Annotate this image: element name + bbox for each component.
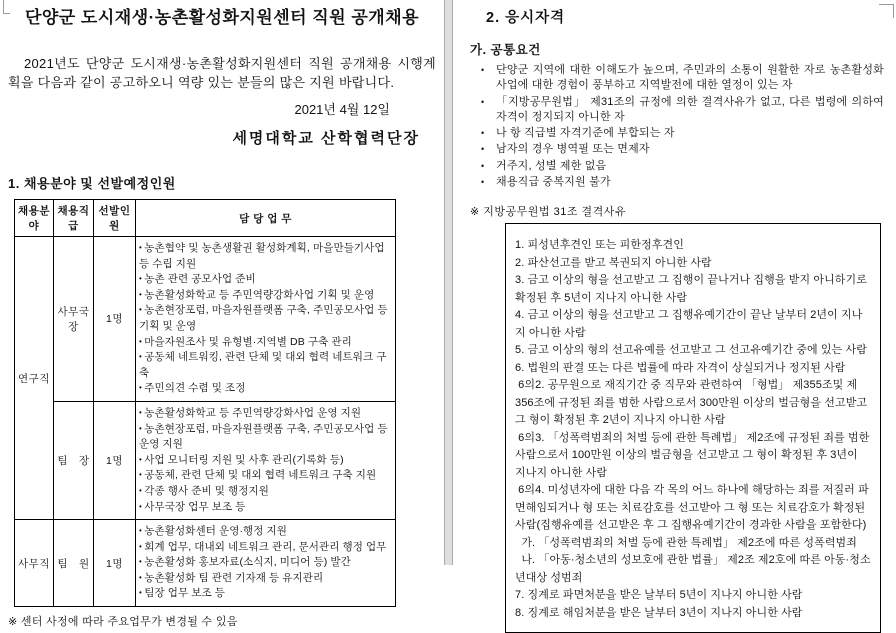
requirement-item: • 남자의 경우 병역필 또는 면제자 xyxy=(470,142,884,157)
requirement-item: • 거주지, 성별 제한 없음 xyxy=(470,159,884,174)
duty-item: • 농촌협약 및 농촌생활권 활성화계획, 마을만들기사업 등 수립 지원 xyxy=(139,241,392,272)
duty-item: • 농촌활성화학교 등 주민역량강화사업 운영 지원 xyxy=(139,406,392,422)
disqualification-item: 6의2. 공무원으로 재직기간 중 직무와 관련하여 「형법」 제355조및 제356조에 규정된 죄를 범한 사람으로서 300만원 이상의 벌금형을 선고받고 그 형이 확정된 후 2년이 지나지 아니한 사람 xyxy=(515,379,871,427)
field-cell: 연구직 xyxy=(15,237,54,520)
column-header-duties: 담 당 업 무 xyxy=(136,200,396,237)
date-line: 2021년 4월 12일 xyxy=(294,102,390,117)
disqualification-item: 가. 「성폭력범죄의 처벌 등에 관한 특례법」 제2조에 따른 성폭력범죄 xyxy=(515,536,858,549)
duties-cell xyxy=(136,520,396,607)
table-header-row xyxy=(15,200,396,237)
table-row xyxy=(15,237,396,402)
section-1-heading: 1. 채용분야 및 선발예정인원 xyxy=(8,176,176,191)
disqualification-box xyxy=(505,223,881,633)
column-header-grade: 채용직급 xyxy=(54,200,94,237)
disqualification-heading: ※ 지방공무원법 31조 결격사유 xyxy=(470,206,627,219)
page-corner-mark-top-left xyxy=(3,0,10,14)
count-cell: 1명 xyxy=(94,401,136,519)
column-header-field: 채용분야 xyxy=(15,200,54,237)
table-row xyxy=(15,401,396,519)
duty-item: • 팀장 업무 보조 등 xyxy=(139,586,392,602)
common-requirements-heading: 가. 공통요건 xyxy=(470,43,541,57)
duty-item: • 농촌활성화 홍보자료(소식지, 미디어 등) 발간 xyxy=(139,555,392,571)
disqualification-item: 6. 법원의 판결 또는 다른 법률에 따라 자격이 상실되거나 정지된 사람 xyxy=(515,361,846,374)
disqualification-item: 8. 징계로 해임처분을 받은 날부터 3년이 지나지 아니한 사람 xyxy=(515,606,803,619)
duty-item: • 공동체, 관련 단체 및 대외 협력 네트워크 구축 지원 xyxy=(139,468,392,484)
count-cell: 1명 xyxy=(94,520,136,607)
disqualification-item: 나. 「아동·청소년의 성보호에 관한 법률」 제2조 제2호에 따른 아동·청소년대상 성범죄 xyxy=(515,554,871,584)
document-title: 단양군 도시재생·농촌활성화지원센터 직원 공개채용 xyxy=(24,8,420,27)
common-requirements-list xyxy=(470,63,884,190)
duty-item: • 사업 모니터링 지원 및 사후 관리(기록화 등) xyxy=(139,453,392,469)
duty-item: • 농촌 관련 공모사업 준비 xyxy=(139,272,392,288)
issuer-line: 세명대학교 산학협력단장 xyxy=(232,130,420,147)
disqualification-item: 7. 징계로 파면처분을 받은 날부터 5년이 지나지 아니한 사람 xyxy=(515,589,803,602)
requirement-item: • 나 항 직급별 자격기준에 부합되는 자 xyxy=(470,126,884,141)
document-page-2 xyxy=(453,0,896,619)
requirement-item: • 단양군 지역에 대한 이해도가 높으며, 주민과의 소통이 원활한 자로 농촌활성화사업에 대한 경험이 풍부하고 지역발전에 대한 열정이 있는 자 xyxy=(470,63,884,94)
disqualification-item: 5. 금고 이상의 형의 선고유예를 선고받고 그 선고유예기간 중에 있는 사람 xyxy=(515,344,867,357)
disqualification-item: 3. 금고 이상의 형을 선고받고 그 집행이 끝나거나 집행을 받지 아니하기로 확정된 후 5년이 지나지 아니한 사람 xyxy=(515,274,871,304)
requirement-item: • 채용직급 중복지원 불가 xyxy=(470,175,884,190)
duty-item: • 각종 행사 준비 및 행정지원 xyxy=(139,484,392,500)
duty-item: • 농촌현장포럼, 마을자원플랫폼 구축, 주민공모사업 등 기획 및 운영 xyxy=(139,303,392,334)
duty-item: • 농촌현장포럼, 마을자원플랫폼 구축, 주민공모사업 등 운영 지원 xyxy=(139,422,392,453)
disqualification-item: 4. 금고 이상의 형을 선고받고 그 집행유예기간이 끝난 날부터 2년이 지나지 아니한 사람 xyxy=(515,309,863,339)
grade-cell: 사무국장 xyxy=(54,237,94,402)
grade-cell: 팀 원 xyxy=(54,520,94,607)
table-row xyxy=(15,520,396,607)
intro-paragraph: 2021년도 단양군 도시재생·농촌활성화지원센터 직원 공개채용 시행계획을 다음과 같이 공고하오니 역량 있는 분들의 많은 지원 바랍니다. xyxy=(8,56,436,90)
disqualification-item: 6의3. 「성폭력범죄의 처벌 등에 관한 특례법」 제2조에 규정된 죄를 범한 사람으로서 100만원 이상의 벌금형을 선고받고 그 형이 확정된 후 3년이 지나지 아니한 사람 xyxy=(515,431,873,479)
duty-item: • 농촌활성화학교 등 주민역량강화사업 기획 및 운영 xyxy=(139,288,392,304)
count-cell: 1명 xyxy=(94,237,136,402)
column-header-count: 선발인원 xyxy=(94,200,136,237)
page-gap-divider xyxy=(444,0,453,565)
duty-item: • 농촌활성화센터 운영·행정 지원 xyxy=(139,524,392,540)
duties-cell xyxy=(136,401,396,519)
duty-item: • 회계 업무, 대내외 네트워크 관리, 문서관리 행정 업무 xyxy=(139,540,392,556)
recruitment-table xyxy=(14,199,396,607)
section-2-heading: 2. 응시자격 xyxy=(486,10,566,26)
document-page-1 xyxy=(0,0,444,629)
duty-item: • 주민의견 수렴 및 조정 xyxy=(139,381,392,397)
requirement-item: • 「지방공무원법」 제31조의 규정에 의한 결격사유가 없고, 다른 법령에 의하여 자격이 정지되지 아니한 자 xyxy=(470,95,884,126)
duty-item: • 사무국장 업무 보조 등 xyxy=(139,500,392,516)
field-cell: 사무직 xyxy=(15,520,54,607)
page-corner-mark-top-right xyxy=(879,4,894,18)
duties-cell xyxy=(136,237,396,402)
disqualification-item: 1. 피성년후견인 또는 피한정후견인 xyxy=(515,239,685,252)
duty-item: • 공동체 네트워킹, 관련 단체 및 대외 협력 네트워크 구축 xyxy=(139,350,392,381)
grade-cell: 팀 장 xyxy=(54,401,94,519)
duty-item: • 마을자원조사 및 유형별·지역별 DB 구축 관리 xyxy=(139,335,392,351)
disqualification-item: 2. 파산선고를 받고 복권되지 아니한 사람 xyxy=(515,256,712,269)
duty-item: • 농촌활성화 팀 관련 기자재 등 유지관리 xyxy=(139,571,392,587)
disqualification-item: 6의4. 미성년자에 대한 다음 각 목의 어느 하나에 해당하는 죄를 저질러 파면해임되거나 형 또는 치료감호를 선고받아 그 형 또는 치료감호가 확정된 사람(집행유예를 선고받은 후 그 집행유예기간이 경과한 사람을 포함한다) xyxy=(515,484,869,532)
table-footnote: ※ 센터 사정에 따라 주요업무가 변경될 수 있음 xyxy=(8,616,238,629)
